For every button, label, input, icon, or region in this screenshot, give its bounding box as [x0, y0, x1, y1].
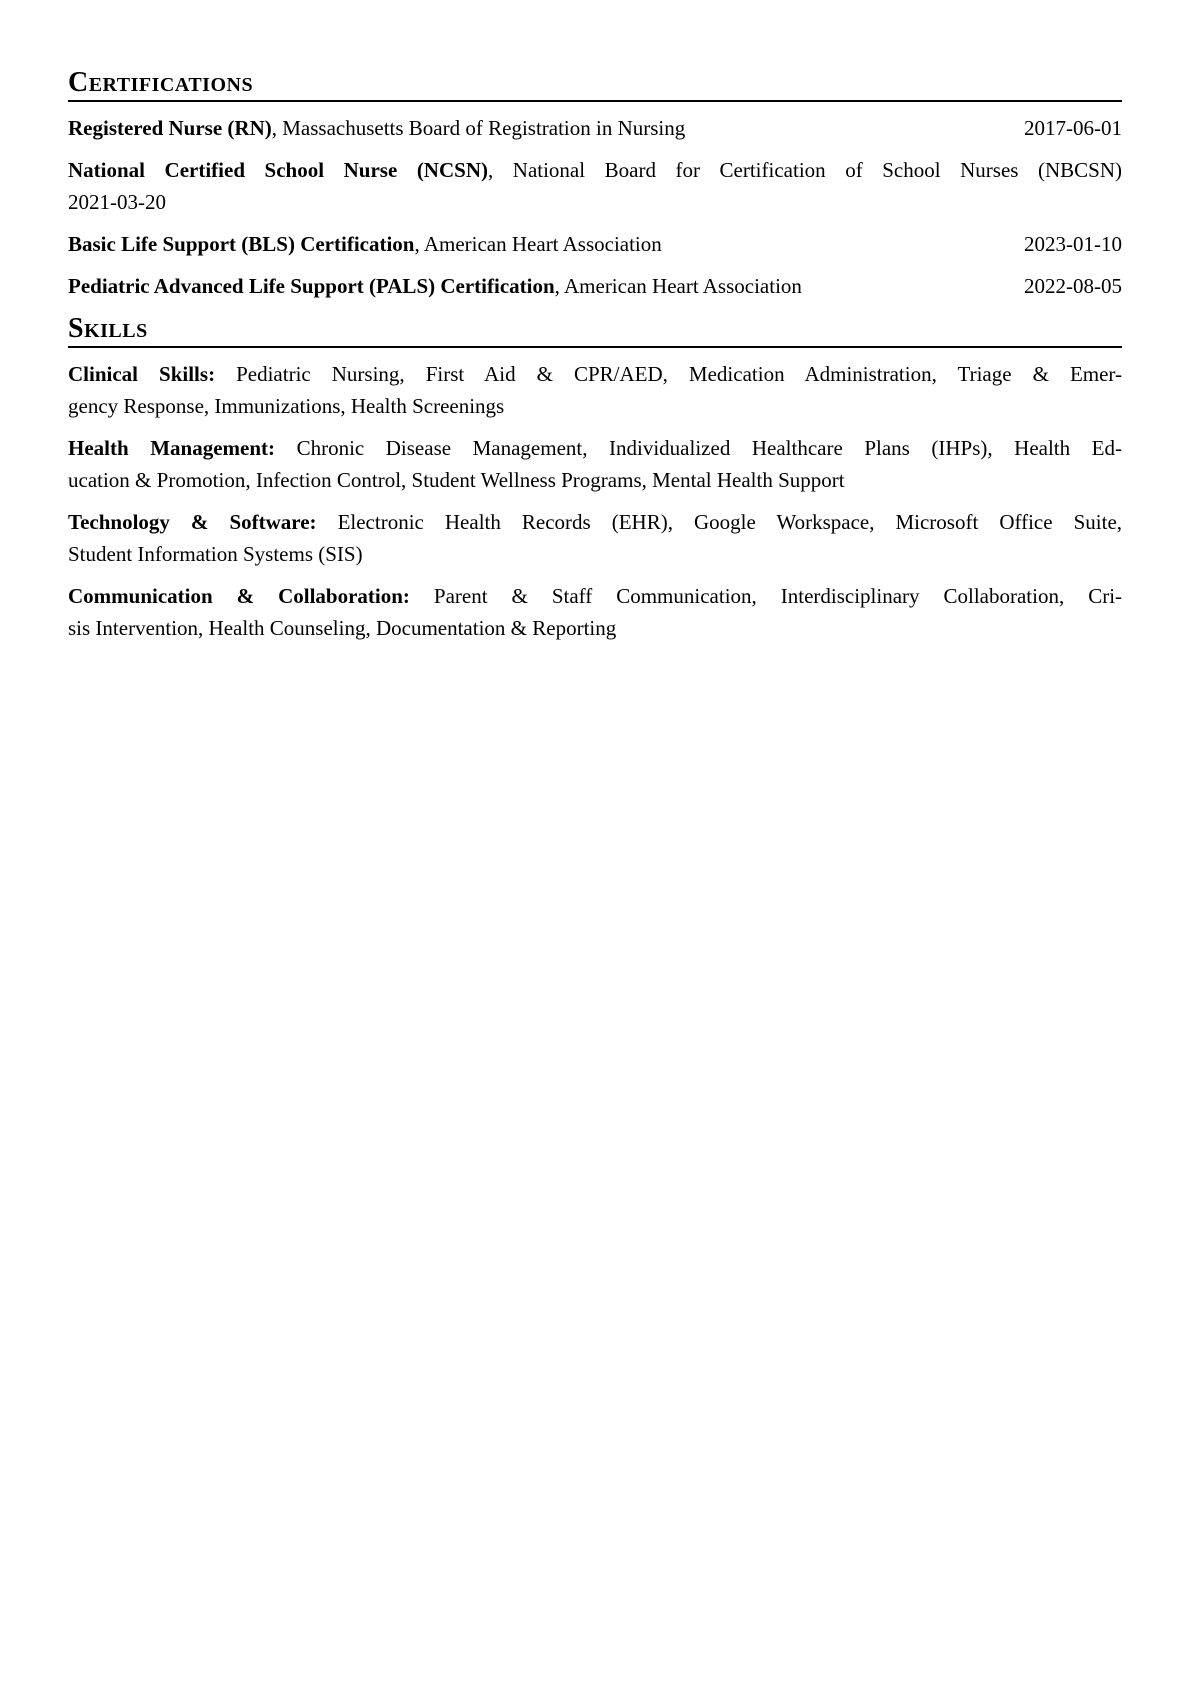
certification-entry-ncsn	[68, 154, 1122, 218]
skill-line	[68, 358, 1122, 390]
skill-text: Pediatric Nursing, First Aid & CPR/AED, Medication Administration, Triage & Emer-	[236, 362, 1122, 386]
skill-label: Health Management:	[68, 436, 276, 460]
skill-text: Parent & Staff Communication, Interdisciplinary Collaboration, Cri-	[433, 584, 1123, 608]
certification-entry-bls	[68, 228, 1122, 260]
skill-item-communication	[68, 580, 1122, 644]
skill-label: Technology & Software:	[68, 510, 317, 534]
certification-org: , American Heart Association	[414, 232, 662, 256]
skill-label: Clinical Skills:	[68, 362, 216, 386]
skill-item-health-management	[68, 432, 1122, 496]
certification-text	[68, 154, 1122, 186]
skill-line: gency Response, Immunizations, Health Screenings	[68, 394, 505, 418]
certification-entry-pals	[68, 270, 1122, 302]
certification-org: , American Heart Association	[554, 274, 802, 298]
skill-line	[68, 432, 1122, 464]
certifications-heading: Certifications	[68, 66, 1122, 102]
certification-name: Pediatric Advanced Life Support (PALS) Certification	[68, 274, 555, 298]
certification-name: National Certified School Nurse (NCSN)	[68, 158, 488, 182]
skill-item-technology	[68, 506, 1122, 570]
certification-date: 2017-06-01	[1024, 116, 1122, 140]
skill-item-clinical	[68, 358, 1122, 422]
certification-date: 2023-01-10	[1024, 232, 1122, 256]
skill-text: Electronic Health Records (EHR), Google Workspace, Microsoft Office Suite,	[337, 510, 1123, 534]
certification-date: 2021-03-20	[68, 190, 166, 214]
skill-label: Communication & Collaboration:	[68, 584, 410, 608]
skill-line: ucation & Promotion, Infection Control, Student Wellness Programs, Mental Health Support	[68, 468, 845, 492]
certification-name: Basic Life Support (BLS) Certification	[68, 232, 415, 256]
certification-text	[68, 270, 802, 302]
skill-line: sis Intervention, Health Counseling, Documentation & Reporting	[68, 616, 617, 640]
skill-line	[68, 580, 1122, 612]
certification-entry-rn	[68, 112, 1122, 144]
skill-text: Chronic Disease Management, Individualized Healthcare Plans (IHPs), Health Ed-	[296, 436, 1122, 460]
certification-text	[68, 112, 685, 144]
skill-line: Student Information Systems (SIS)	[68, 542, 363, 566]
certification-text	[68, 228, 662, 260]
skills-section	[68, 312, 1122, 644]
certification-date: 2022-08-05	[1024, 274, 1122, 298]
certifications-section	[68, 66, 1122, 302]
certification-org: , National Board for Certification of School Nurses (NBCSN)	[487, 158, 1122, 182]
skill-line	[68, 506, 1122, 538]
certification-org: , Massachusetts Board of Registration in Nursing	[271, 116, 686, 140]
certification-name: Registered Nurse (RN)	[68, 116, 272, 140]
skills-heading: Skills	[68, 312, 1122, 348]
